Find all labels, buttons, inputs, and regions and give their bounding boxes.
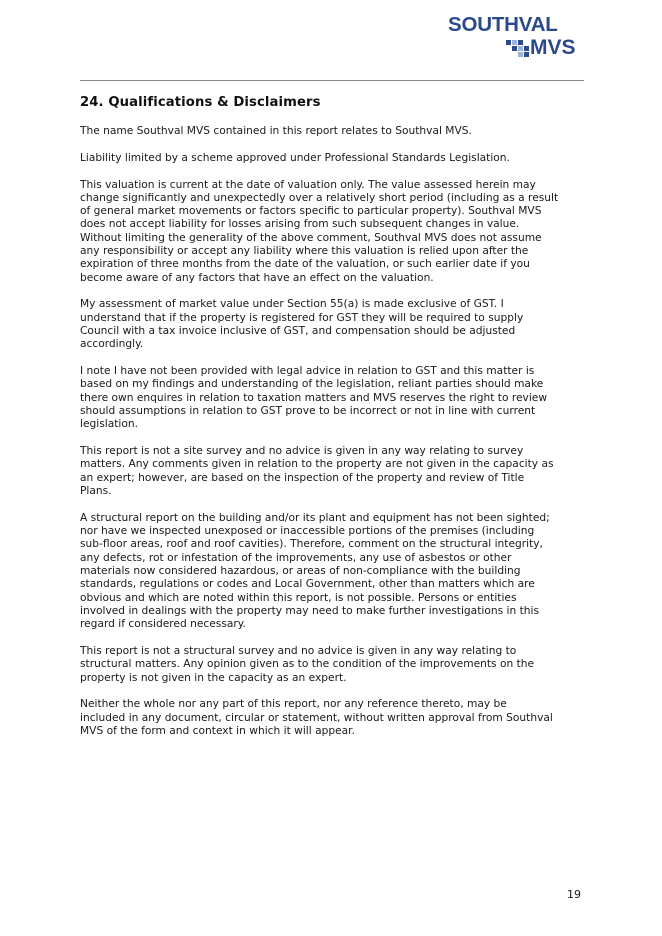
- page-number: 19: [567, 888, 581, 901]
- logo-square: [524, 52, 529, 57]
- logo-wordmark-southval: SOUTHVAL: [448, 13, 558, 36]
- paragraph-gst-legal-advice: I note I have not been provided with legal advice in relation to GST and this matter is based on my findings and understanding of the legislation, reliant parties should make there own enquires in relation to taxation matters and MVS reserves the right to review should assumptions in relation to GST prove to be incorrect or not in line with current legislation.: [80, 364, 548, 431]
- paragraph-structural-survey: This report is not a structural survey and no advice is given in any way relating to structural matters. Any opinion given as to the condition of the improvements on the property is not given in the capacity as an expert.: [80, 644, 535, 684]
- header-divider: [80, 80, 584, 81]
- paragraph-reproduction: Neither the whole nor any part of this report, nor any reference thereto, may be included in any document, circular or statement, without written approval from Southval MVS of the form and context in which it will appear.: [80, 697, 553, 737]
- logo-square: [524, 46, 529, 51]
- paragraph-structural-report: A structural report on the building and/or its plant and equipment has not been sighted; nor have we inspected unexposed or inaccessible portions of the premises (including sub-floor areas, roof and roof cavities). Therefore, comment on the structural integrity, any defects, rot or infestation of the improvements, any use of asbestos or other materials now considered hazardous, or areas of non-compliance with the building standards, regulations or codes and Local Government, other than matters which are obvious and which are noted within this report, is not possible. Persons or entities involved in dealings with the property may need to make further investigations in this regard if considered necessary.: [80, 510, 550, 631]
- logo-square: [518, 46, 523, 51]
- paragraph-valuation-currency: This valuation is current at the date of valuation only. The value assessed herein may change significantly and unexpectedly over a relatively short period (including as a result of general market movements or factors specific to particular property). Southval MVS does not accept liability for losses arising from such subsequent changes in value. Without limiting the generality of the above comment, Southval MVS does not assume any responsibility or accept any liability where this valuation is relied upon after the expiration of three months from the date of the valuation, or such earlier date if you become aware of any factors that have an effect on the valuation.: [80, 177, 559, 284]
- logo-square: [512, 40, 517, 45]
- section-body: [80, 124, 590, 751]
- logo-square: [518, 52, 523, 57]
- paragraph-liability: Liability limited by a scheme approved under Professional Standards Legislation.: [80, 150, 510, 164]
- southval-mvs-logo: [448, 14, 580, 60]
- logo-square: [506, 40, 511, 45]
- paragraph-site-survey: This report is not a site survey and no advice is given in any way relating to survey matters. Any comments given in relation to the property are not given in the capacity as an expert; however, are based on the inspection of the property and review of Title Plans.: [80, 444, 554, 498]
- logo-square: [512, 46, 517, 51]
- logo-wordmark-mvs: MVS: [530, 36, 576, 59]
- section-title: 24. Qualifications & Disclaimers: [80, 95, 321, 110]
- paragraph-name: The name Southval MVS contained in this report relates to Southval MVS.: [80, 124, 472, 137]
- logo-square: [518, 40, 523, 45]
- paragraph-gst-exclusive: My assessment of market value under Section 55(a) is made exclusive of GST. I understand that if the property is registered for GST they will be required to supply Council with a tax invoice inclusive of GST, and compensation should be adjusted accordingly.: [80, 297, 524, 351]
